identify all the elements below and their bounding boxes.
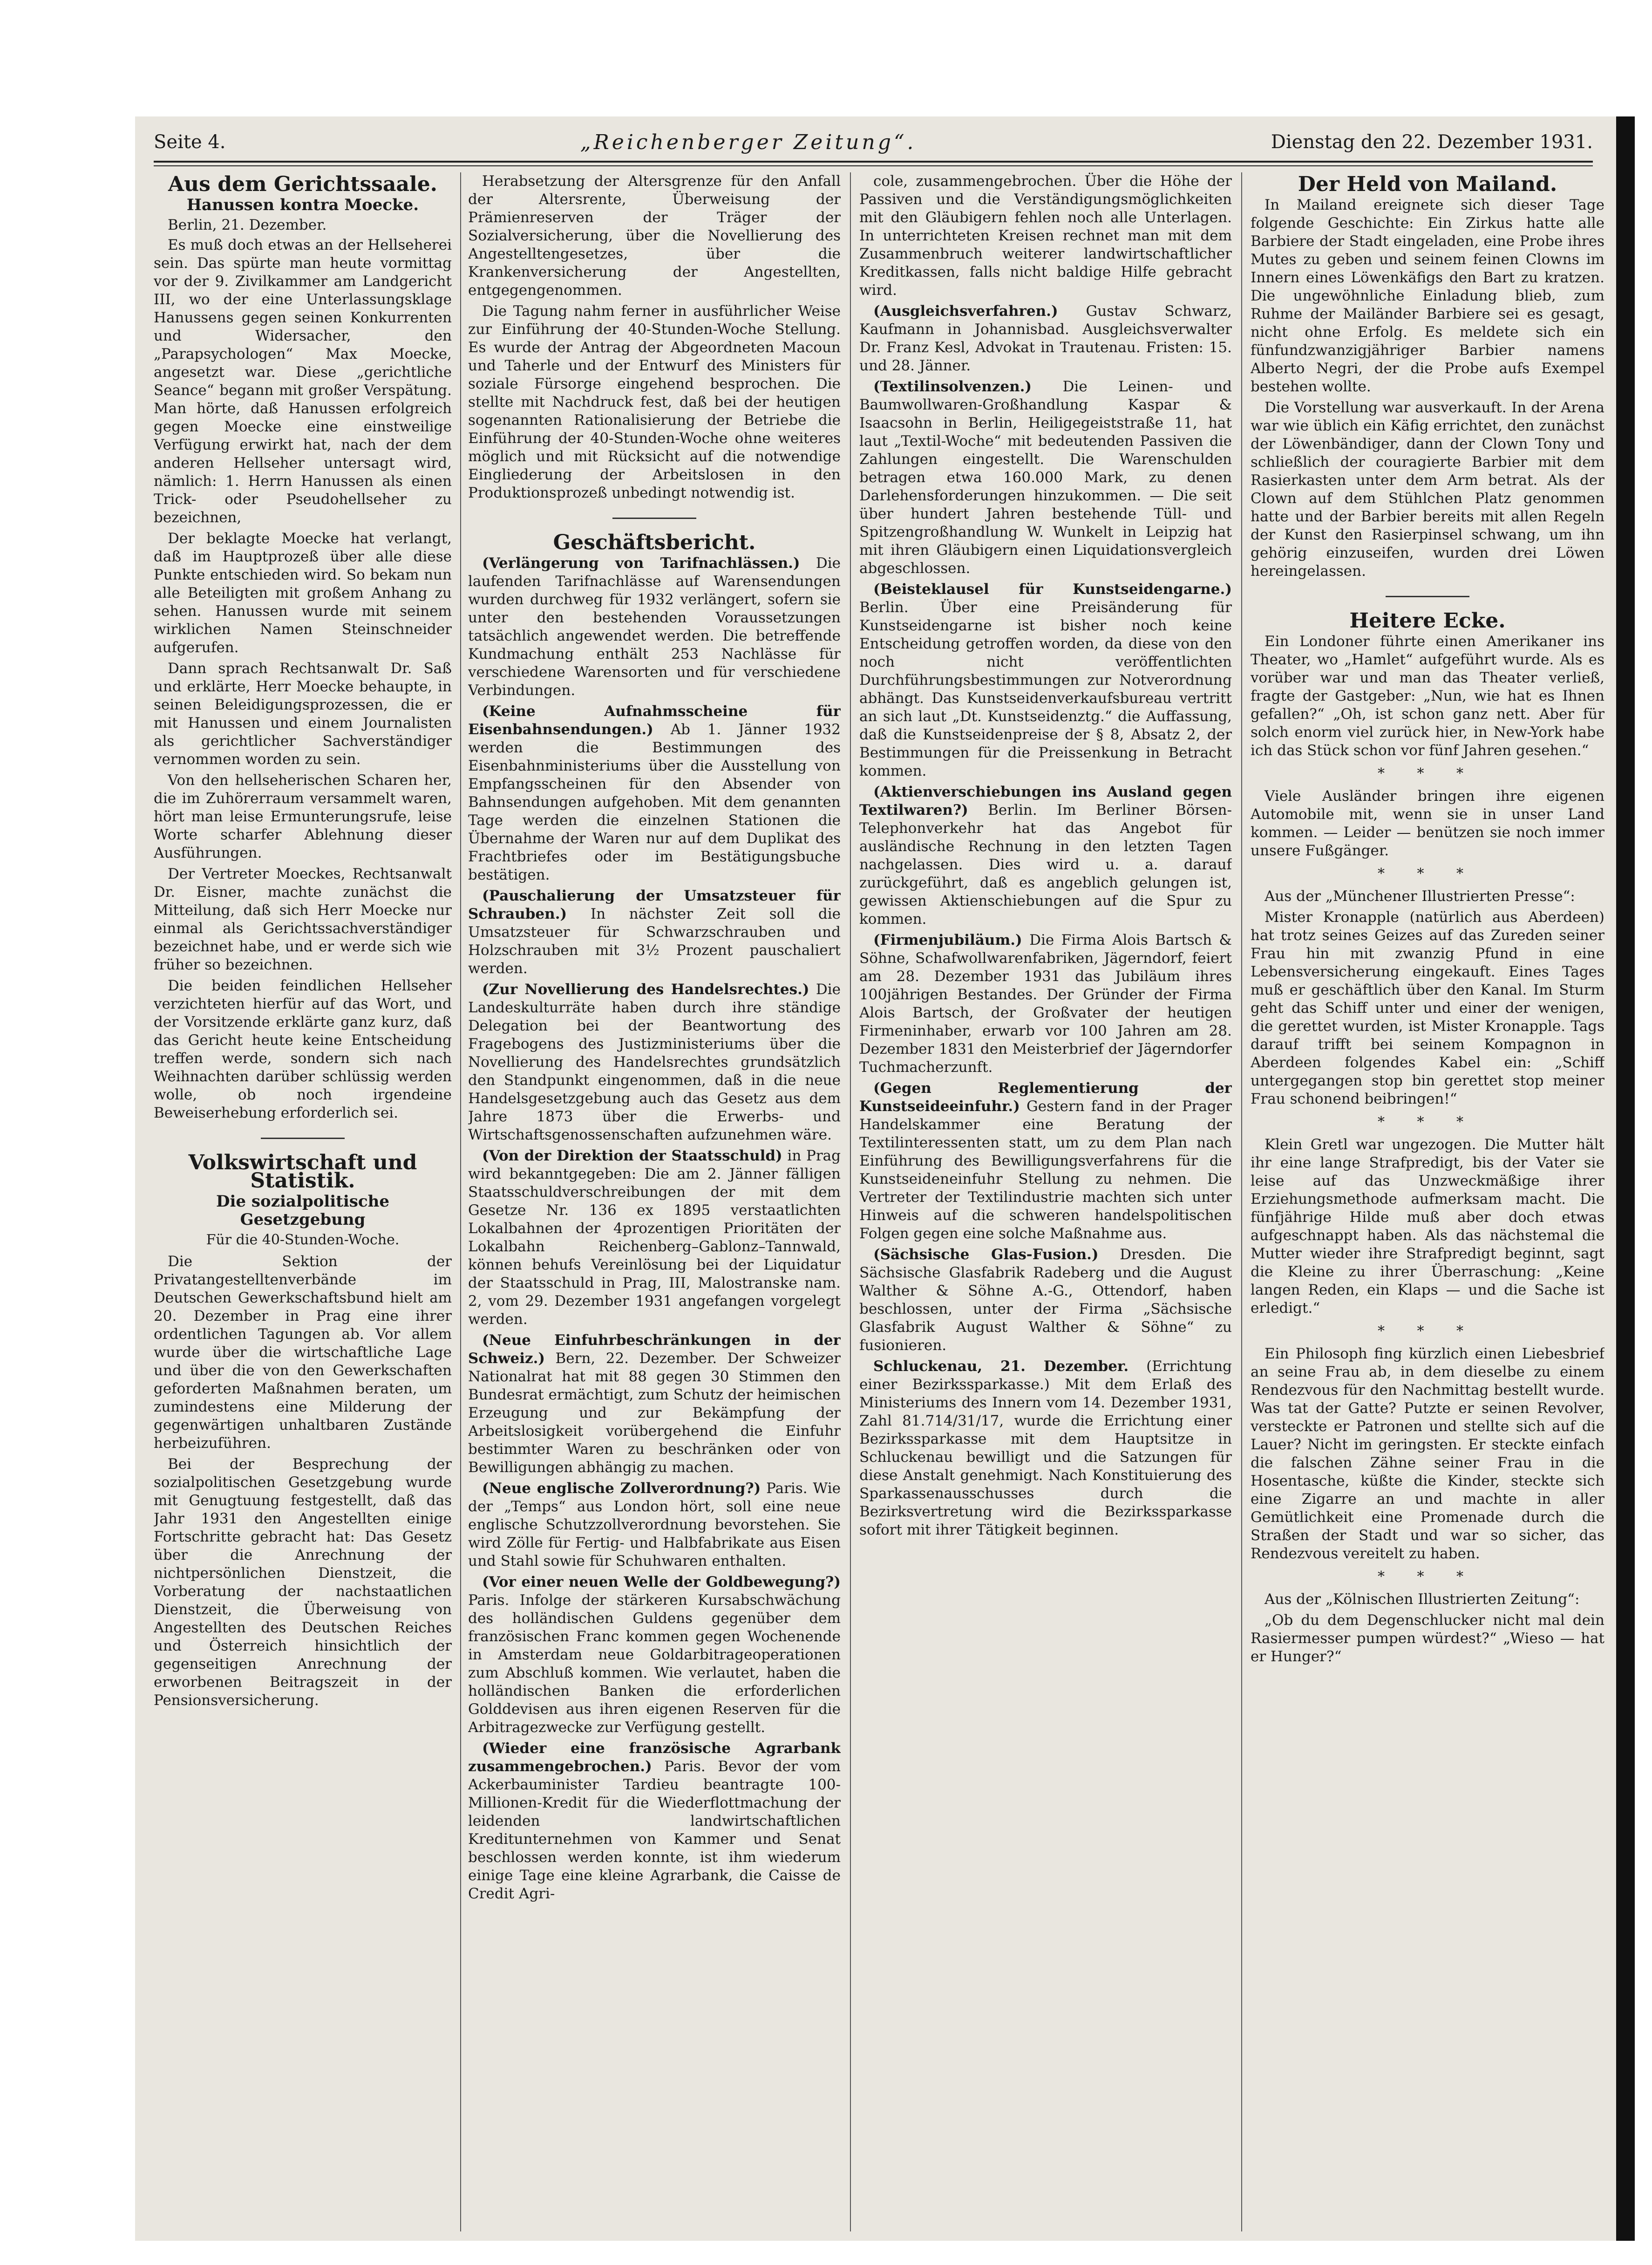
joke-source: Aus der „Münchener Illustrierten Presse“: xyxy=(1264,888,1575,905)
news-item-head: (Gegen Reglementierung der Kunstseideeinfuhr.) xyxy=(859,1080,1232,1115)
adjacent-page-edge xyxy=(1616,116,1635,2241)
joke-source: Aus der „Kölnischen Illustrierten Zeitung“: xyxy=(1264,1591,1580,1608)
column-4 xyxy=(1251,172,1604,2231)
joke: Viele Ausländer bringen ihre eigenen Automobile mit, wenn sie in unser Land kommen. — Leider — benützen sie noch immer unsere Fußgänger. xyxy=(1251,788,1604,859)
news-item-head: (Neue englische Zollverordnung?) xyxy=(482,1480,761,1497)
news-item-head: (Vor einer neuen Welle der Goldbewegung?) xyxy=(482,1574,841,1590)
news-item: (Ausgleichsverfahren.) Gustav Schwarz, Kaufmann in Johannisbad. Ausgleichsverwalter Dr. Franz Kesl, Advokat in Trautenau. Fristen: 15. und 28. Jänner. xyxy=(859,303,1232,374)
article-title-hanussen: Hanussen kontra Moecke. xyxy=(186,196,419,214)
paragraph: Der beklagte Moecke hat verlangt, daß im Hauptprozeß über alle diese Punkte entschieden wird. So bekam nun alle Beteiligten mit großem Anhang zu sehen. Hanussen wurde mit seinem wirklichen Namen Steinschneider aufgerufen. xyxy=(154,530,452,656)
news-item-head: (Verlängerung von Tarifnachlässen.) xyxy=(482,555,800,572)
news-item: (Pauschalierung der Umsatzsteuer für Schrauben.) In nächster Zeit soll die Umsatzsteuer für Schwarzschrauben und Holzschrauben mit 3½ Prozent pauschaliert werden. xyxy=(468,887,841,977)
paragraph: In Mailand ereignete sich dieser Tage folgende Geschichte: Ein Zirkus hatte alle Barbiere der Stadt eingeladen, eine Probe ihres Mutes zu geben und seinem feinen Clowns im Innern eines Löwenkäfigs den Bart zu kratzen. Die ungewöhnliche Einladung blieb, zum Ruhme der Mailänder Barbiere sei es gesagt, nicht ohne Erfolg. Es meldete sich ein fünfundzwanzigjähriger Barbier namens Alberto Negri, der die Probe aufs Exempel bestehen wollte. xyxy=(1251,197,1604,395)
news-item-head: (Pauschalierung der Umsatzsteuer für Schrauben.) xyxy=(468,887,841,922)
news-item: (Wieder eine französische Agrarbank zusammengebrochen.) Paris. Bevor der vom Ackerbauminister Tardieu beantragte 100-Millionen-Kredit für die Wiederflottmachung der leidenden landwirtschaftlichen Kreditunternehmen von Kammer und Senat beschlossen werden konnte, ist ihm wiederum einige Tage eine kleine Agrarbank, die Caisse de Credit Agri- xyxy=(468,1740,841,1902)
separator-stars: * * * xyxy=(1377,1569,1478,1585)
divider xyxy=(468,509,841,527)
issue-date: Dienstag den 22. Dezember 1931. xyxy=(1271,131,1593,153)
news-item-head: (Firmenjubiläum.) xyxy=(873,932,1022,948)
news-item-head: (Keine Aufnahmsscheine für Eisenbahnsendungen.) xyxy=(468,703,841,738)
separator-stars: * * * xyxy=(1377,866,1478,882)
paragraph: Die beiden feindlichen Hellseher verzichteten hierfür auf das Wort, und der Vorsitzende erklärte ganz kurz, daß das Gericht heute keine Entscheidung treffen werde, sondern sich nach Weihnachten darüber schlüssig werden wolle, ob noch irgendeine Beweiserhebung erforderlich sei. xyxy=(154,977,452,1121)
paragraph: Die Vorstellung war ausverkauft. In der Arena war wie üblich ein Käfig errichtet, den zunächst der Löwenbändiger, dann der Clown Tony und schließlich der couragierte Barbier mit dem Rasierkasten unter dem Arm betrat. Als der Clown auf dem Stühlchen Platz genommen hatte und der Barbier bereits mit allen Regeln der Kunst den Rasierpinsel schwang, um ihn gehörig einzuseifen, wurden drei Löwen hereingelassen. xyxy=(1251,399,1604,580)
news-item: (Sächsische Glas-Fusion.) Dresden. Die Sächsische Glasfabrik Radeberg und die August Walther & Söhne A.-G., Ottendorf, haben beschlossen, unter der Firma „Sächsische Glasfabrik August Walther & Söhne“ zu fusionieren. xyxy=(859,1246,1232,1354)
divider xyxy=(1251,587,1604,605)
paragraph: Die Tagung nahm ferner in ausführlicher Weise zur Einführung der 40-Stunden-Woche Stellung. Es wurde der Antrag der Abgeordneten Macoun und Taherle und der Entwurf des Ministers für soziale Fürsorge eingehend besprochen. Die stellte mit Nachdruck fest, daß bei der heutigen sogenannten Rationalisierung der Betriebe die Einführung der 40-Stunden-Woche ohne weiteres möglich und mit Rücksicht auf die notwendige Eingliederung der Arbeitslosen in den Produktionsprozeß unbedingt notwendig ist. xyxy=(468,303,841,501)
paragraph: cole, zusammengebrochen. Über die Höhe der Passiven und die Verständigungsmöglichkeiten mit den Gläubigern fehlen noch alle Unterlagen. In unterrichteten Kreisen rechnet man mit dem Zusammenbruch weiterer landwirtschaftlicher Kreditkassen, falls nicht baldige Hilfe gebracht wird. xyxy=(859,173,1232,299)
joke: Ein Londoner führte einen Amerikaner ins Theater, wo „Hamlet“ aufgeführt wurde. Als es vorüber war und man das Theater verließ, fragte der Gastgeber: „Nun, wie hat es Ihnen gefallen?“ „Oh, ist schon ganz nett. Aber für solch enorm viel zurück hier, in New-York habe ich das Stück schon vor fünf Jahren gesehen.“ xyxy=(1251,633,1604,759)
joke: Mister Kronapple (natürlich aus Aberdeen) hat trotz seines Geizes auf das Zureden seiner Frau hin mit zwanzig Pfund in eine Lebensversicherung eingekauft. Eines Tages muß er geschäftlich über den Kanal. Im Sturm geht das Schiff unter und einer der wenigen, die gerettet wurden, ist Mister Kronapple. Tags darauf trifft bei seinem Kompagnon in Aberdeen folgendes Kabel ein: „Schiff untergegangen stop bin gerettet stop meiner Frau schonend beibringen!“ xyxy=(1251,909,1604,1107)
article-subtitle-40-hour-week: Für die 40-Stunden-Woche. xyxy=(206,1232,400,1248)
joke: „Ob du dem Degenschlucker nicht mal dein Rasiermesser pumpen würdest?“ „Wieso — hat er Hunger?“ xyxy=(1251,1612,1604,1665)
news-item: (Von der Direktion der Staatsschuld) in Prag wird bekanntgegeben: Die am 2. Jänner fälligen Staatsschuldverschreibungen der mit dem Gesetze Nr. 136 ex 1895 verstaatlichten Lokalbahnen der 4prozentigen Prioritäten der Lokalbahn Reichenberg–Gablonz–Tannwald, können behufs Vereinlösung bei der Liquidatur der Staatsschuld in Prag, III, Malostranske nam. 2, vom 29. Dezember 1931 angefangen vorgelegt werden. xyxy=(468,1147,841,1328)
news-item-head: (Beisteklausel für Kunstseidengarne.) xyxy=(873,581,1232,598)
news-item: (Textilinsolvenzen.) Die Leinen- und Baumwollwaren-Großhandlung Kaspar & Isaacsohn in Berlin, Heiligegeiststraße 11, hat laut „Textil-Woche“ mit bedeutenden Passiven die Zahlungen eingestellt. Die Warenschulden betragen etwa 160.000 Mark, zu denen Darlehensforderungen hinzukommen. — Die seit über hundert Jahren bestehende Tüll- und Spitzengroßhandlung W. Wunkelt in Leipzig hat mit ihren Gläubigern einen Liquidationsvergleich abgeschlossen. xyxy=(859,378,1232,577)
paragraph: Die Sektion der Privatangestelltenverbände im Deutschen Gewerkschaftsbund hielt am 20. Dezember in Prag eine ihrer ordentlichen Tagungen ab. Vor allem wurde über die wirtschaftliche Lage und über die von den Gewerkschaften geforderten Maßnahmen beraten, um zumindestens eine Milderung der gegenwärtigen unhaltbaren Zustände herbeizuführen. xyxy=(154,1253,452,1452)
dateline: Berlin, 21. Dezember. xyxy=(168,217,327,233)
column-rule xyxy=(460,172,461,2231)
paragraph: Der Vertreter Moeckes, Rechtsanwalt Dr. Eisner, machte zunächst die Mitteilung, daß sich Herr Moecke nur einmal als Gerichtssachverständiger bezeichnet habe, und er werde sich wie früher so bezeichnen. xyxy=(154,866,452,973)
news-item-head: (Sächsische Glas-Fusion.) xyxy=(873,1246,1099,1263)
column-1 xyxy=(154,172,452,2231)
news-item-head: (Von der Direktion der Staatsschuld) xyxy=(482,1147,782,1164)
paragraph: Dann sprach Rechtsanwalt Dr. Saß und erklärte, Herr Moecke behaupte, in seinen Beleidigungsprozessen, die er mit Hanussen und einem Journalisten als gerichtlicher Sachverständiger vernommen worden zu sein. xyxy=(154,660,452,768)
page-number: Seite 4. xyxy=(154,131,226,153)
news-item: (Neue Einfuhrbeschränkungen in der Schweiz.) Bern, 22. Dezember. Der Schweizer Nationalrat hat mit 88 gegen 30 Stimmen den Bundesrat ermächtigt, zum Schutz der heimischen Erzeugung und zur Bekämpfung der Arbeitslosigkeit vorübergehend die Einfuhr bestimmter Waren zu beschränken oder von Bewilligungen abhängig zu machen. xyxy=(468,1332,841,1476)
news-item-head: (Ausgleichsverfahren.) xyxy=(873,303,1058,320)
article-title-hero-of-milan: Der Held von Mailand. xyxy=(1298,172,1557,196)
news-item: (Verlängerung von Tarifnachlässen.) Die laufenden Tarifnachlässe auf Warensendungen wurden durchweg für 1932 verlängert, sofern sie unter den bestehenden Voraussetzungen tatsächlich angewendet werden. Die betreffende Kundmachung enthält 253 Nachlässe für verschiedene Warensorten und für verschiedene Verbindungen. xyxy=(468,555,841,699)
joke: Ein Philosoph fing kürzlich einen Liebesbrief an seine Frau ab, in dem dieselbe zu einem Rendezvous für den Nachmittag bestellt wurde. Was tat der Gatte? Putzte er seinen Revolver, versteckte er Patronen und stellte sich auf die Lauer? Nicht im geringsten. Er steckte einfach die falschen Zähne seiner Frau in die Hosentasche, küßte die Kinder, steckte sich eine Zigarre an und machte in aller Gemütlichkeit eine Promenade durch die Straßen der Stadt und war so sicher, das Rendezvous vereitelt zu haben. xyxy=(1251,1345,1604,1562)
article-title-social-policy: Die sozialpolitische Gesetzgebung xyxy=(216,1192,389,1229)
section-title-business: Geschäftsbericht. xyxy=(553,531,756,554)
news-item: (Neue englische Zollverordnung?) Paris. Wie der „Temps“ aus London hört, soll eine neue englische Schutzzollverordnung bevorstehen. Sie wird Zölle für Fertig- und Halbfabrikate aus Eisen und Stahl sowie für Schuhwaren enthalten. xyxy=(468,1480,841,1569)
paragraph: Herabsetzung der Altersgrenze für den Anfall der Altersrente, Überweisung der Prämienreserven der Träger der Sozialversicherung, über die Novellierung des Angestelltengesetzes, über die Krankenversicherung der Angestellten, entgegengenommen. xyxy=(468,173,841,299)
section-title-economy: Volkswirtschaft und Statistik. xyxy=(188,1151,417,1193)
news-item-head: (Aktienverschiebungen ins Ausland gegen Textilwaren?) xyxy=(859,784,1232,819)
separator-stars: * * * xyxy=(1377,765,1478,782)
paragraph: Es muß doch etwas an der Hellseherei sein. Das spürte man heute vormittag vor der 9. Zivilkammer am Landgericht III, wo der eine Unterlassungsklage Hanussens gegen seinen Konkurrenten und Widersacher, den „Parapsychologen“ Max Moecke, angesetzt war. Diese „gerichtliche Seance“ begann mit großer Verspätung. Man hörte, daß Hanussen erfolgreich gegen Moecke eine einstweilige Verfügung erwirkt hat, nach der dem anderen Hellseher untersagt wird, nämlich: 1. Herrn Hanussen als einen Trick- oder Pseudohellseher zu bezeichnen, xyxy=(154,237,452,526)
section-title-court: Aus dem Gerichtssaale. xyxy=(168,172,437,196)
news-item: (Keine Aufnahmsscheine für Eisenbahnsendungen.) Ab 1. Jänner 1932 werden die Bestimmungen des Eisenbahnministeriums über die Ausstellung von Empfangsscheinen für den Absender von Bahnsendungen aufgehoben. Mit dem genannten Tage werden die einzelnen Stationen die Übernahme der Waren nur auf dem Duplikat des Frachtbriefes oder im Bestätigungsbuche bestätigen. xyxy=(468,703,841,883)
news-item: (Zur Novellierung des Handelsrechtes.) Die Landeskulturräte haben durch ihre ständige Delegation bei der Beantwortung des Fragebogens des Justizministeriums über die Novellierung des Handelsrechtes grundsätzlich den Standpunkt eingenommen, daß in die neue Handelsgesetzgebung auch das Gesetz aus dem Jahre 1873 über die Erwerbs- und Wirtschaftsgenossenschaften aufzunehmen wäre. xyxy=(468,981,841,1143)
joke: Klein Gretl war ungezogen. Die Mutter hält ihr eine lange Strafpredigt, bis der Vater sie leise auf das Unzweckmäßige ihrer Erziehungsmethode aufmerksam macht. Die fünfjährige Hilde muß aber doch etwas aufgeschnappt haben. Als das nächstemal die Mutter wieder ihre Strafpredigt beginnt, sagt die Kleine zu ihrer Überraschung: „Keine langen Reden, ein Klaps — und die Sache ist erledigt.“ xyxy=(1251,1136,1604,1317)
news-item: (Vor einer neuen Welle der Goldbewegung?) Paris. Infolge der stärkeren Kursabschwächung des holländischen Guldens gegenüber dem französischen Franc kommen gegen Wochenende in Amsterdam neue Goldarbitrageoperationen zum Abschluß kommen. Wie verlautet, haben die holländischen Banken die erforderlichen Golddevisen aus ihren eigenen Reserven für die Arbitragezwecke zur Verfügung gestellt. xyxy=(468,1574,841,1736)
column-3 xyxy=(859,172,1232,2231)
news-item-head: (Textilinsolvenzen.) xyxy=(873,378,1032,395)
news-item-head: (Neue Einfuhrbeschränkungen in der Schweiz.) xyxy=(468,1332,841,1367)
news-item: Schluckenau, 21. Dezember. (Errichtung einer Bezirkssparkasse.) Mit dem Erlaß des Ministeriums des Innern vom 14. Dezember 1931, Zahl 81.714/31/17, wurde die Errichtung einer Bezirkssparkasse mit dem Hauptsitze in Schluckenau bewilligt und die Satzungen für diese Anstalt genehmigt. Nach Konstituierung des Sparkassenausschusses durch die Bezirksvertretung wird die Bezirkssparkasse sofort mit ihrer Tätigkeit beginnen. xyxy=(859,1358,1232,1538)
column-rule xyxy=(1241,172,1242,2231)
news-item-head: (Zur Novellierung des Handelsrechtes.) xyxy=(482,981,809,998)
column-2 xyxy=(468,172,841,2231)
news-item-head: Schluckenau, 21. Dezember. xyxy=(873,1358,1129,1375)
header-rule xyxy=(154,161,1593,166)
news-item-head: (Wieder eine französische Agrarbank zusammengebrochen.) xyxy=(468,1740,841,1775)
separator-stars: * * * xyxy=(1377,1114,1478,1130)
page-header xyxy=(154,126,1593,158)
news-item: (Firmenjubiläum.) Die Firma Alois Bartsch & Söhne, Schafwollwarenfabriken, Jägerndorf, feiert am 28. Dezember 1931 das Jubiläum ihres 100jährigen Bestandes. Der Gründer der Firma Alois Bartsch, der Großvater der heutigen Firmeninhaber, erwarb vor 100 Jahren am 28. Dezember 1831 den Meisterbrief der Jägerndorfer Tuchmacherzunft. xyxy=(859,932,1232,1076)
news-item: (Aktienverschiebungen ins Ausland gegen Textilwaren?) Berlin. Im Berliner Börsen-Telephonverkehr hat das Angebot für ausländische Rechnung in den letzten Tagen nachgelassen. Dies wird u. a. darauf zurückgeführt, daß es angeblich gelungen ist, gewissen Aktienschiebungen auf die Spur zu kommen. xyxy=(859,784,1232,928)
news-item: (Gegen Reglementierung der Kunstseideeinfuhr.) Gestern fand in der Prager Handelskammer eine Beratung der Textilinteressenten statt, um zu dem Plan nach Einführung des Bewilligungsverfahrens für die Kunstseideneinfuhr Stellung zu nehmen. Die Vertreter der Textilindustrie machten sich unter Hinweis auf die schweren handelspolitischen Folgen gegen eine solche Maßnahme aus. xyxy=(859,1080,1232,1242)
divider xyxy=(154,1129,452,1147)
column-rule xyxy=(850,172,851,2231)
newspaper-title: „Reichenberger Zeitung“. xyxy=(580,130,917,154)
news-item: (Beisteklausel für Kunstseidengarne.) Berlin. Über eine Preisänderung für Kunstseidengarne ist bisher noch keine Entscheidung getroffen worden, da diese von den noch nicht veröffentlichten Durchführungsbestimmungen zur Notverordnung abhängt. Das Kunstseidenverkaufsbureau vertritt an sich laut „Dt. Kunstseidenztg.“ die Auffassung, daß die Kunstseidenpreise der § 8, Absatz 2, der Bestimmungen für die Preissenkung in Betracht kommen. xyxy=(859,581,1232,779)
separator-stars: * * * xyxy=(1377,1323,1478,1339)
paragraph: Von den hellseherischen Scharen her, die im Zuhörerraum versammelt waren, hört man leise Ermunterungsrufe, leise Worte scharfer Ablehnung dieser Ausführungen. xyxy=(154,772,452,861)
paragraph: Bei der Besprechung der sozialpolitischen Gesetzgebung wurde mit Genugtuung festgestellt, daß das Jahr 1931 den Angestellten einige Fortschritte gebracht hat: Das Gesetz über die Anrechnung der nichtpersönlichen Dienstzeit, die Vorberatung der nachstaatlichen Dienstzeit, die Überweisung von Angestellten des Deutschen Reiches und Österreich hinsichtlich der gegenseitigen Anrechnung der erworbenen Beitragszeit in der Pensionsversicherung. xyxy=(154,1456,452,1709)
section-title-cheerful-corner: Heitere Ecke. xyxy=(1349,609,1506,633)
